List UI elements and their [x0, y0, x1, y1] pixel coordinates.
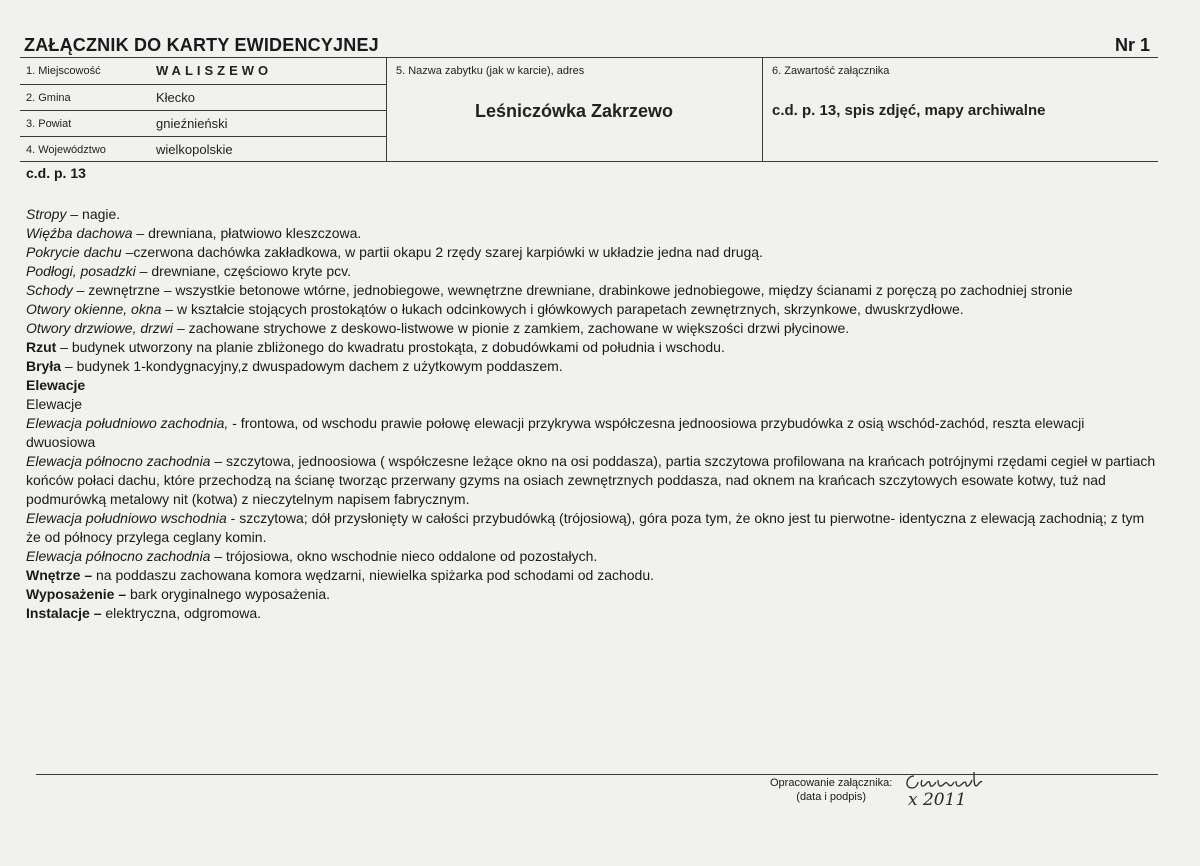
powiat-value: gnieźnieński	[156, 116, 228, 131]
gmina-value: Kłecko	[156, 90, 196, 105]
paragraph-text: na poddaszu zachowana komora wędzarni, niewielka spiżarka pod schodami od zachodu.	[92, 567, 655, 583]
paragraph-term: Elewacje	[26, 377, 86, 393]
paragraph-term: Instalacje –	[26, 605, 102, 621]
description-paragraph	[26, 566, 1156, 585]
paragraph-text: bark oryginalnego wyposażenia.	[126, 586, 331, 602]
nazwa-zabytku-value: Leśniczówka Zakrzewo	[474, 101, 674, 121]
paragraph-text: – budynek 1-kondygnacyjny,z dwuspadowym dachem z użytkowym poddaszem.	[61, 358, 563, 374]
document-title: ZAŁĄCZNIK DO KARTY EWIDENCYJNEJ	[24, 35, 379, 55]
grid-divider	[20, 84, 386, 85]
grid-divider	[20, 110, 386, 111]
paragraph-text: –czerwona dachówka zakładkowa, w partii okapu 2 rzędy szarej karpiówki w układzie jedna nad drugą.	[121, 244, 763, 260]
section-heading: c.d. p. 13	[26, 165, 86, 181]
paragraph-text: – zewnętrzne – wszystkie betonowe wtórne, jednobiegowe, wewnętrzne drewniane, drabinkowe jednobiegowe, między ścianami z poręczą po zachodniej stronie	[72, 282, 1073, 298]
description-paragraph	[26, 338, 1156, 357]
grid-bottom-rule	[20, 161, 1158, 162]
header	[24, 35, 1158, 57]
paragraph-text: – drewniane, częściowo kryte pcv.	[135, 263, 352, 279]
description-paragraph	[26, 604, 1156, 623]
paragraph-text: – drewniana, płatwiowo kleszczowa.	[132, 225, 362, 241]
powiat-label: 3. Powiat	[26, 118, 72, 130]
paragraph-text: elektryczna, odgromowa.	[101, 605, 262, 621]
footer-label-line2: (data i podpis)	[796, 791, 866, 803]
wojewodztwo-label: 4. Województwo	[26, 144, 106, 156]
miejscowosc-label: 1. Miejscowość	[26, 65, 101, 77]
description-paragraph	[26, 585, 1156, 604]
gmina-label: 2. Gmina	[26, 92, 71, 104]
description-paragraph	[26, 547, 1156, 566]
signature-date: x 2011	[908, 790, 967, 810]
description-paragraph	[26, 357, 1156, 376]
wojewodztwo-value: wielkopolskie	[156, 142, 233, 157]
paragraph-text: – trójosiowa, okno wschodnie nieco oddalone od pozostałych.	[210, 548, 598, 564]
description-paragraph	[26, 205, 1156, 224]
paragraph-term: Bryła	[26, 358, 62, 374]
description-body	[26, 205, 1156, 623]
paragraph-term: Elewacja południowo zachodnia,	[26, 415, 229, 431]
description-paragraph	[26, 281, 1156, 300]
grid-divider	[762, 58, 763, 162]
description-paragraph	[26, 319, 1156, 338]
paragraph-term: Elewacja północno zachodnia	[26, 453, 211, 469]
paragraph-term: Podłogi, posadzki	[26, 263, 136, 279]
paragraph-term: Pokrycie dachu	[26, 244, 122, 260]
paragraph-term: Otwory drzwiowe, drzwi	[26, 320, 174, 336]
paragraph-term: Więźba dachowa	[26, 225, 133, 241]
paragraph-text: - szczytowa; dół przysłonięty w całości przybudówką (trójosiową), góra poza tym, że okno jest tu pierwotne- identyczna z elewacją zachodnią; z tym że od północy przylega ceglany komin.	[26, 510, 1145, 545]
paragraph-term: Wnętrze –	[26, 567, 93, 583]
description-paragraph	[26, 224, 1156, 243]
description-paragraph	[26, 414, 1156, 452]
zawartosc-label: 6. Zawartość załącznika	[772, 65, 890, 77]
description-paragraph	[26, 452, 1156, 509]
description-paragraph	[26, 376, 1156, 395]
paragraph-text: – szczytowa, jednoosiowa ( współczesne leżące okno na osi poddasza), partia szczytowa profilowana na krańcach potrójnymi rzędami cegieł w partiach końców połaci dachu, które przechodzą na ścianę tworząc przerwany gzyms na osiach zewnętrznych poddasza, nad oknem na krańcach szczytowych esowate kotwy, tuż nad podmurówką metalowy nit (kotwa) z nieczytelnym napisem fabrycznym.	[26, 453, 1156, 507]
paragraph-term: Elewacja południowo wschodnia	[26, 510, 227, 526]
paragraph-term: Rzut	[26, 339, 57, 355]
paragraph-text: – zachowane strychowe z deskowo-listwowe w pionie z zamkiem, zachowane w większości drzwi płycinowe.	[173, 320, 850, 336]
description-paragraph	[26, 300, 1156, 319]
description-paragraph	[26, 262, 1156, 281]
footer-label-line1: Opracowanie załącznika:	[770, 777, 893, 789]
description-paragraph	[26, 243, 1156, 262]
paragraph-term: Elewacja północno zachodnia	[26, 548, 211, 564]
miejscowosc-value: WALISZEWO	[156, 63, 273, 78]
paragraph-term: Otwory okienne, okna	[26, 301, 162, 317]
nazwa-zabytku-label: 5. Nazwa zabytku (jak w karcie), adres	[396, 65, 585, 77]
paragraph-term: Schody	[26, 282, 73, 298]
paragraph-text: – budynek utworzony na planie zbliżonego do kwadratu prostokąta, z dobudówkami od południa i wschodu.	[56, 339, 725, 355]
paragraph-term: Wyposażenie –	[26, 586, 127, 602]
paragraph-text: - frontowa, od wschodu prawie połowę elewacji przykrywa współczesna jednoosiowa przybudówka z osią wschód-zachód, reszta elewacji dwuosiowa	[26, 415, 1085, 450]
footer-label	[770, 776, 892, 804]
description-paragraph	[26, 509, 1156, 547]
grid-divider	[20, 136, 386, 137]
paragraph-text: Elewacje	[26, 396, 83, 412]
attachment-number: Nr 1	[1114, 35, 1150, 55]
form-grid	[20, 58, 1158, 162]
handwritten-signature	[900, 766, 990, 816]
description-paragraph	[26, 395, 1156, 414]
paragraph-text: – w kształcie stojących prostokątów o łukach odcinkowych i główkowych parapetach zewnętrznych, skrzynkowe, dwuskrzydłowe.	[161, 301, 964, 317]
zawartosc-value: c.d. p. 13, spis zdjęć, mapy archiwalne	[772, 102, 1046, 119]
paragraph-text: – nagie.	[66, 206, 121, 222]
paragraph-term: Stropy	[26, 206, 67, 222]
